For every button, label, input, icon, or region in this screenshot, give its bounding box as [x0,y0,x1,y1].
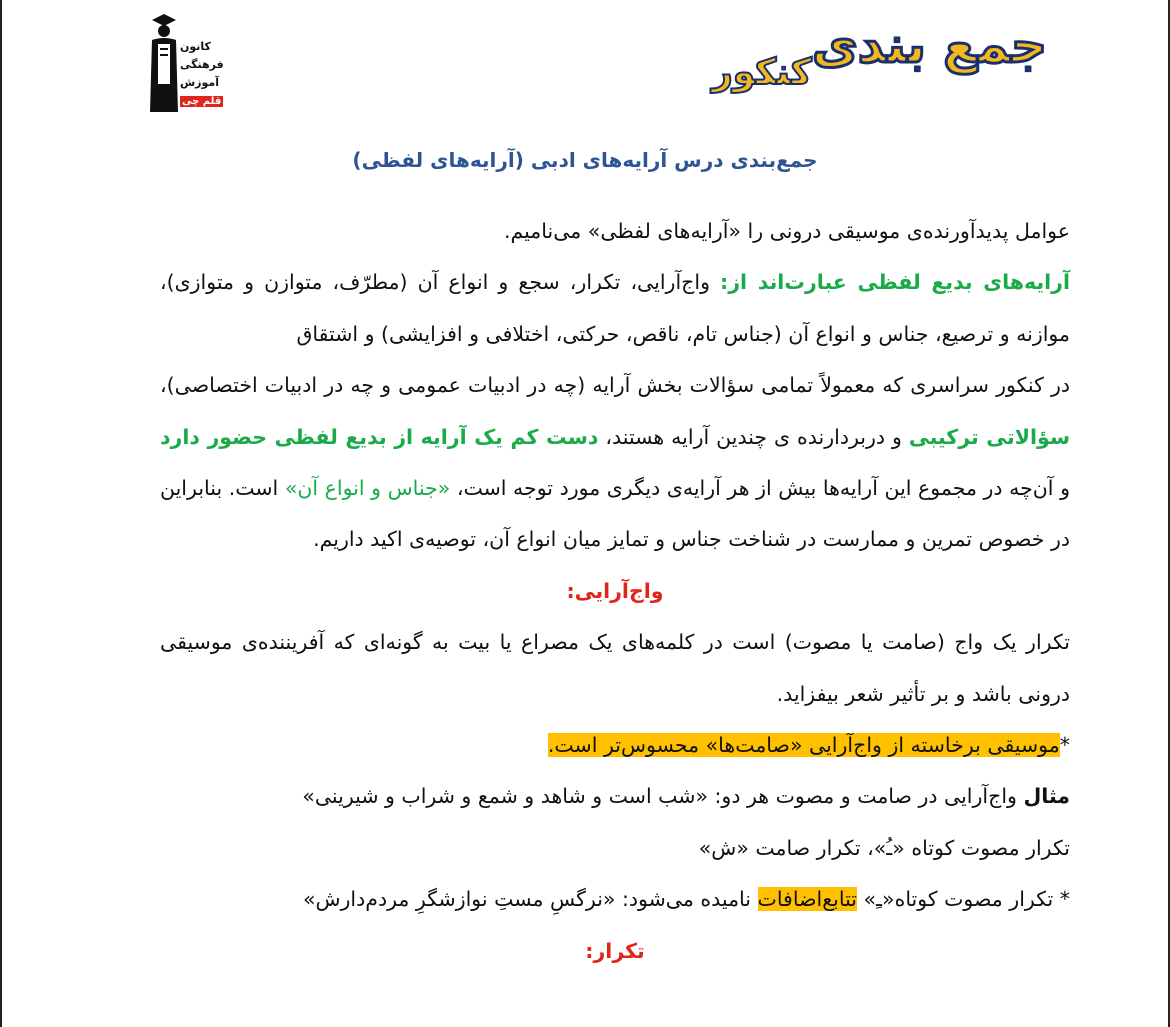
note-consonants-highlight: موسیقی برخاسته از واج‌آرایی «صامت‌ها» محسوس‌تر است. [547,733,1060,758]
paragraph-lafzi-lead: آرایه‌های بدیع لفظی عبارت‌اند از: [720,270,1070,295]
heading-vajarayi: واج‌آرایی: [566,578,664,603]
document-body [160,206,1070,977]
example-line [160,771,1070,822]
kanoon-line-3: آموزش [180,76,219,89]
note-tatabo-text-a: تکرار مصوت کوتاه«ـِ» [856,887,1060,912]
kanoon-logo [148,14,222,114]
paragraph-vajarayi-definition: تکرار یک واج (صامت یا مصوت) است در کلمه‌های یک مصراع یا بیت به گونه‌ای که آفریننده‌ی موسیقی درونی باشد و بر تأثیر شعر بیفزاید. [160,630,1070,706]
intro-paragraph: عوامل پدیدآورنده‌ی موسیقی درونی را «آرایه‌های لفظی» می‌نامیم. [503,219,1070,243]
heading-tekrar: تکرار: [585,938,645,963]
example-text: واج‌آرایی در صامت و مصوت هر دو: «شب است و شاهد و شمع و شراب و شیرینی» [302,784,1024,809]
example-label: مثال [1023,784,1070,809]
kanoon-line-1: کانون [180,40,211,53]
konkur-logo-word-2: کنکور [712,52,812,93]
konkur-text-a: در کنکور سراسری که معمولاً تمامی سؤالات بخش آرایه (چه در ادبیات عمومی و چه در ادبیات اختصاصی)، [160,373,1070,398]
konkur-highlight-combined: سؤالاتی ترکیبی [908,424,1070,449]
konkur-highlight-jenas: «جناس و انواع آن» [284,476,451,501]
kanoon-line-2: فرهنگی [180,58,224,71]
paragraph-lafzi-list [160,257,1070,360]
page-title: جمع‌بندی درس آرایه‌های ادبی (آرایه‌های لفظی) [352,148,818,172]
paragraph-konkur [160,360,1070,566]
repeat-line: تکرار مصوت کوتاه «ـُ»، تکرار صامت «ش» [698,835,1070,860]
kanoon-line-4: قلم چی [182,96,222,107]
note-star-2: * [1059,887,1070,912]
note-tatabo [160,874,1070,925]
konkur-highlight-presence: دست کم یک آرایه از بدیع لفظی حضور دارد [160,424,599,449]
graduate-figure-icon [148,14,180,112]
note-consonants [160,720,1070,771]
konkur-text-e: و آن‌چه در مجموع این آرایه‌ها بیش از هر آرایه‌ی دیگری مورد توجه است، [450,476,1070,501]
konkur-text-g: است. بنابراین در خصوص تمرین و ممارست در شناخت جناس و تمایز میان انواع آن، توصیه‌ی اکید داریم. [160,476,1070,552]
konkur-logo-word-1: جمع بندی [811,16,1047,74]
note-tatabo-text-b: نامیده می‌شود: «نرگسِ مستِ نوازشگرِ مردم‌دارش» [302,887,758,912]
note-star: * [1059,733,1070,758]
konkur-text-c: و دربردارنده ی چندین آرایه هستند، [598,424,909,449]
paragraph-lafzi-rest: واج‌آرایی، تکرار، سجع و انواع آن (مطرّف، متوازن و متوازی)، موازنه و ترصیع، جناس و انواع آن (جناس تام، ناقص، حرکتی، اختلافی و افزایشی) و اشتقاق [160,270,1070,346]
note-tatabo-highlight: تتابع‌اضافات [757,887,857,912]
konkur-logo [708,14,1053,106]
